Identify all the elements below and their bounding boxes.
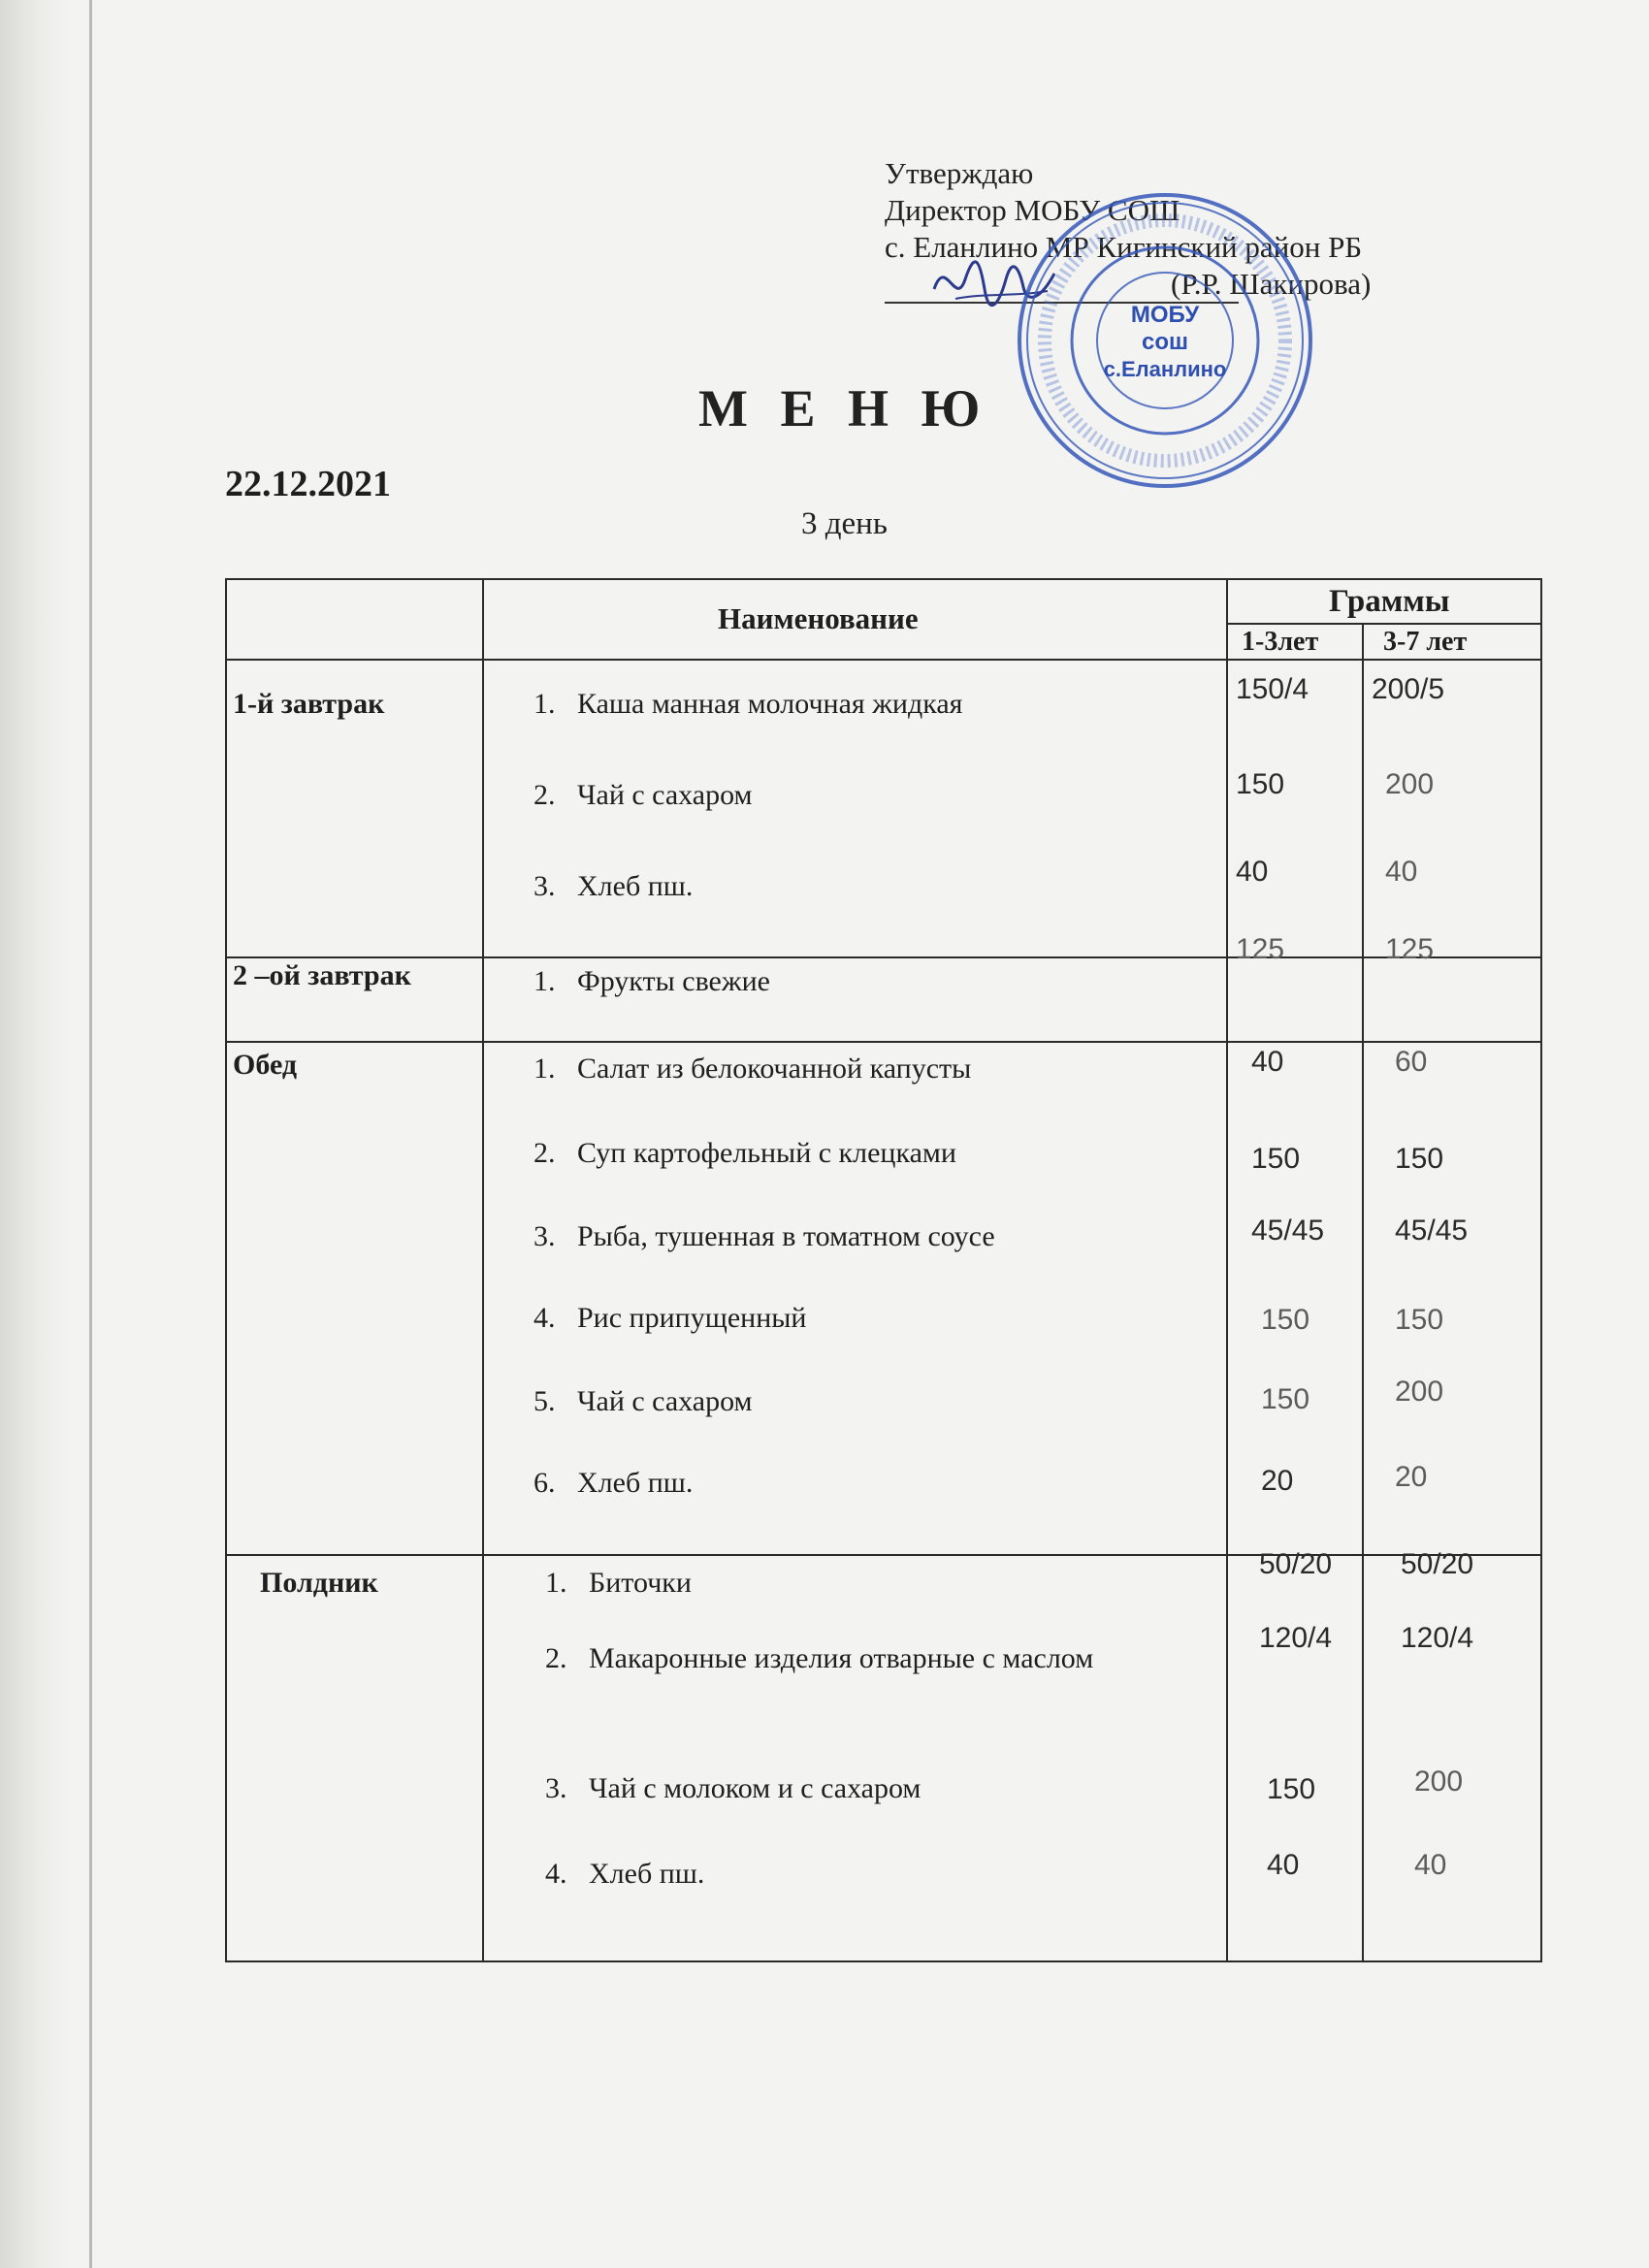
dish-item: [534, 1466, 693, 1501]
school-stamp: [1011, 186, 1319, 495]
dish-name: Макаронные изделия отварные с маслом: [589, 1642, 1094, 1674]
grams-1-3: 20: [1261, 1465, 1294, 1497]
grams-3-7: 150: [1395, 1143, 1444, 1175]
table-border-top: [225, 578, 1542, 580]
dish-item: [545, 1857, 704, 1892]
column-separator-grams: [1226, 578, 1228, 1962]
grams-3-7: 60: [1395, 1046, 1428, 1078]
dish-name: Фрукты свежие: [577, 965, 770, 997]
menu-day: 3 день: [801, 506, 888, 541]
dish-name: Чай с сахаром: [577, 779, 753, 811]
stamp-center-line-3: с.Еланлино: [1103, 357, 1227, 381]
grams-3-7: 200: [1385, 768, 1435, 800]
scan-edge-line: [89, 0, 92, 2268]
dish-name: Салат из белокочанной капусты: [577, 1053, 972, 1085]
dish-item: [534, 1219, 995, 1254]
grams-3-7: 200: [1395, 1376, 1444, 1408]
grams-3-7: 50/20: [1401, 1548, 1474, 1580]
grams-1-3: 40: [1251, 1046, 1284, 1078]
dish-number: 3.: [534, 1220, 556, 1252]
approval-line-4: (Р.Р. Шакирова): [1171, 267, 1372, 301]
table-border-left: [225, 578, 227, 1962]
dish-item: [534, 869, 693, 904]
grams-1-3: 150: [1251, 1143, 1301, 1175]
header-split-line: [1226, 623, 1542, 625]
grams-1-3: 150: [1236, 768, 1285, 800]
dish-item: [545, 1641, 1214, 1676]
dish-name: Суп картофельный с клецками: [577, 1137, 956, 1169]
table-border-right: [1540, 578, 1542, 1962]
dish-item: [534, 778, 753, 813]
grams-1-3: 50/20: [1259, 1548, 1333, 1580]
dish-name: Рис припущенный: [577, 1302, 807, 1334]
dish-number: 2.: [534, 779, 556, 811]
column-separator-age: [1362, 623, 1364, 1962]
grams-1-3: 45/45: [1251, 1215, 1325, 1247]
meal-name: 1-й завтрак: [233, 688, 385, 720]
page-title: М Е Н Ю: [698, 379, 990, 437]
grams-3-7: 20: [1395, 1461, 1428, 1493]
dish-name: Хлеб пш.: [577, 870, 694, 902]
grams-3-7: 40: [1414, 1849, 1447, 1881]
menu-table: [225, 578, 1542, 1962]
grams-3-7: 45/45: [1395, 1215, 1469, 1247]
grams-1-3: 150: [1261, 1304, 1310, 1336]
dish-number: 4.: [534, 1302, 556, 1334]
grams-1-3: 125: [1236, 933, 1285, 965]
meal-name: 2 –ой завтрак: [233, 959, 411, 991]
dish-name: Чай с молоком и с сахаром: [589, 1772, 922, 1804]
dish-number: 2.: [545, 1642, 567, 1674]
dish-name: Хлеб пш.: [589, 1858, 705, 1890]
header-age-3-7: 3-7 лет: [1383, 627, 1468, 657]
approval-line-3: с. Еланлино МР Кигинский район РБ: [885, 230, 1363, 264]
grams-3-7: 200/5: [1372, 673, 1445, 705]
grams-1-3: 40: [1267, 1849, 1300, 1881]
header-grams: Граммы: [1329, 584, 1450, 619]
grams-3-7: 120/4: [1401, 1622, 1474, 1654]
dish-item: [534, 1052, 971, 1086]
dish-item: [534, 964, 770, 999]
dish-name: Чай с сахаром: [577, 1385, 753, 1417]
meal-name: Полдник: [260, 1567, 378, 1599]
grams-3-7: 200: [1414, 1766, 1464, 1798]
dish-number: 6.: [534, 1467, 556, 1499]
dish-name: Рыба, тушенная в томатном соусе: [577, 1220, 995, 1252]
column-separator-name: [482, 578, 484, 1962]
grams-1-3: 150: [1267, 1773, 1316, 1805]
row-separator-2: [225, 1041, 1542, 1043]
header-name: Наименование: [718, 601, 919, 635]
grams-1-3: 120/4: [1259, 1622, 1333, 1654]
dish-item: [534, 1384, 753, 1419]
dish-number: 1.: [534, 688, 556, 720]
scan-edge-shadow: [0, 0, 68, 2268]
row-separator-3: [225, 1554, 1542, 1556]
grams-3-7: 40: [1385, 856, 1418, 888]
approval-line-1: Утверждаю: [885, 156, 1034, 190]
dish-number: 4.: [545, 1858, 567, 1890]
dish-number: 5.: [534, 1385, 556, 1417]
table-border-bottom: [225, 1960, 1542, 1962]
dish-number: 1.: [534, 1053, 556, 1085]
stamp-center-line-2: сош: [1141, 329, 1189, 355]
approval-line-2: Директор МОБУ СОШ: [885, 193, 1180, 227]
grams-3-7: 125: [1385, 933, 1435, 965]
grams-3-7: 150: [1395, 1304, 1444, 1336]
dish-name: Биточки: [589, 1567, 692, 1599]
dish-name: Хлеб пш.: [577, 1467, 694, 1499]
dish-item: [534, 1301, 806, 1336]
dish-number: 1.: [545, 1567, 567, 1599]
dish-number: 2.: [534, 1137, 556, 1169]
grams-1-3: 150/4: [1236, 673, 1310, 705]
grams-1-3: 150: [1261, 1383, 1310, 1415]
dish-item: [534, 1136, 956, 1171]
dish-item: [534, 687, 963, 722]
menu-date: 22.12.2021: [225, 464, 391, 504]
stamp-center-line-1: МОБУ: [1130, 302, 1200, 328]
meal-name: Обед: [233, 1049, 298, 1081]
dish-number: 1.: [534, 965, 556, 997]
header-bottom-line: [225, 659, 1542, 661]
dish-number: 3.: [545, 1772, 567, 1804]
dish-number: 3.: [534, 870, 556, 902]
dish-name: Каша манная молочная жидкая: [577, 688, 963, 720]
grams-1-3: 40: [1236, 856, 1269, 888]
header-age-1-3: 1-3лет: [1242, 627, 1319, 657]
dish-item: [545, 1566, 692, 1601]
dish-item: [545, 1771, 921, 1806]
